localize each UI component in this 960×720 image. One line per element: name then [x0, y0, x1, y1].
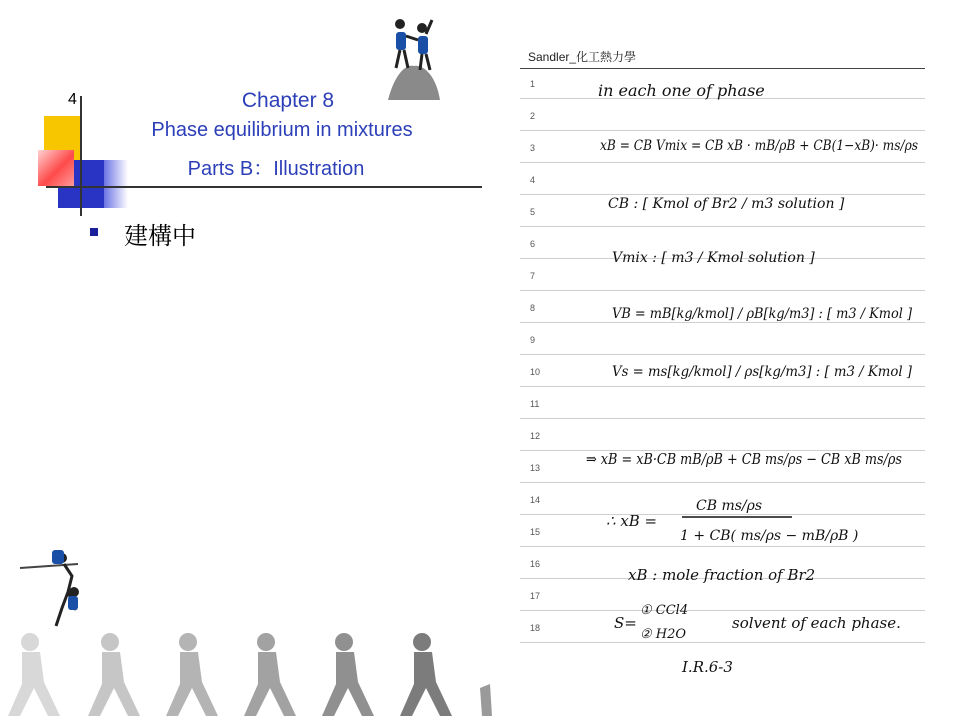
- line-number: 10: [530, 367, 541, 377]
- line-number: 4: [530, 175, 536, 185]
- line-number: 16: [530, 559, 541, 569]
- line-number: 3: [530, 143, 536, 153]
- hw-line-solvent: solvent of each phase.: [732, 614, 901, 632]
- hw-line-mole-fraction: xB : mole fraction of Br2: [628, 566, 816, 584]
- climbers-top-icon: [382, 14, 446, 104]
- hw-line-vmix: Vmix : [ m3 / Kmol solution ]: [612, 250, 815, 266]
- bullet-marker-icon: [90, 228, 98, 236]
- hw-line-vs: Vs = ms[kg/kmol] / ρs[kg/m3] : [ m3 / Kmol ]: [612, 364, 913, 380]
- decor-blue-fade: [104, 160, 128, 208]
- handwritten-notes: [520, 40, 925, 712]
- notebook-header: Sandler_化工熱力學: [528, 50, 637, 64]
- hw-line-reference: I.R.6-3: [682, 658, 733, 676]
- hw-line-xb: xB = CB Vmix = CB xB · mB/ρB + CB(1−xB)· ms/ρs: [600, 138, 918, 154]
- hw-line-result-lhs: ∴ xB =: [606, 512, 658, 530]
- runners-footer-icon: [0, 628, 520, 720]
- line-number: 18: [530, 623, 541, 633]
- slide-title-topic: Phase equilibrium in mixtures: [151, 119, 413, 141]
- hw-line-s-label: S=: [614, 614, 637, 632]
- line-number: 5: [530, 207, 536, 217]
- line-number: 9: [530, 335, 536, 345]
- hw-line-cb: CB : [ Kmol of Br2 / m3 solution ]: [608, 196, 845, 212]
- decor-vertical-line: [80, 96, 82, 216]
- line-number: 7: [530, 271, 536, 281]
- hw-line-ccl4: ① CCl4: [640, 603, 689, 618]
- notebook-page: [520, 40, 925, 712]
- slide-title-chapter: Chapter 8: [241, 89, 335, 112]
- climbers-rope-icon: [18, 548, 84, 632]
- hw-line-result-numerator: CB ms/ρs: [696, 498, 763, 514]
- hw-line-phase: in each one of phase: [598, 81, 765, 100]
- bullet-text: 建構中: [124, 222, 196, 250]
- hw-line-derivation: ⇒ xB = xB·CB mB/ρB + CB ms/ρs − CB xB ms/ρs: [586, 450, 903, 468]
- line-number: 6: [530, 239, 536, 249]
- line-number: 12: [530, 431, 541, 441]
- line-number: 14: [530, 495, 541, 505]
- hw-line-vb: VB = mB[kg/kmol] / ρB[kg/m3] : [ m3 / Kmol ]: [612, 306, 913, 322]
- decor-red-square: [38, 150, 74, 186]
- slide-number: 4: [68, 91, 77, 108]
- line-number: 13: [530, 463, 541, 473]
- hw-line-result-denominator: 1 + CB( ms/ρs − mB/ρB ): [680, 528, 859, 544]
- line-number: 2: [530, 111, 536, 121]
- line-number: 17: [530, 591, 541, 601]
- decor-horizontal-line: [46, 186, 482, 188]
- slide-title-part: Parts B：Illustration: [187, 158, 365, 180]
- line-number: 11: [530, 399, 540, 409]
- line-number: 8: [530, 303, 536, 313]
- line-number: 1: [530, 79, 536, 89]
- hw-line-h2o: ② H2O: [640, 627, 687, 642]
- line-number: 15: [530, 527, 541, 537]
